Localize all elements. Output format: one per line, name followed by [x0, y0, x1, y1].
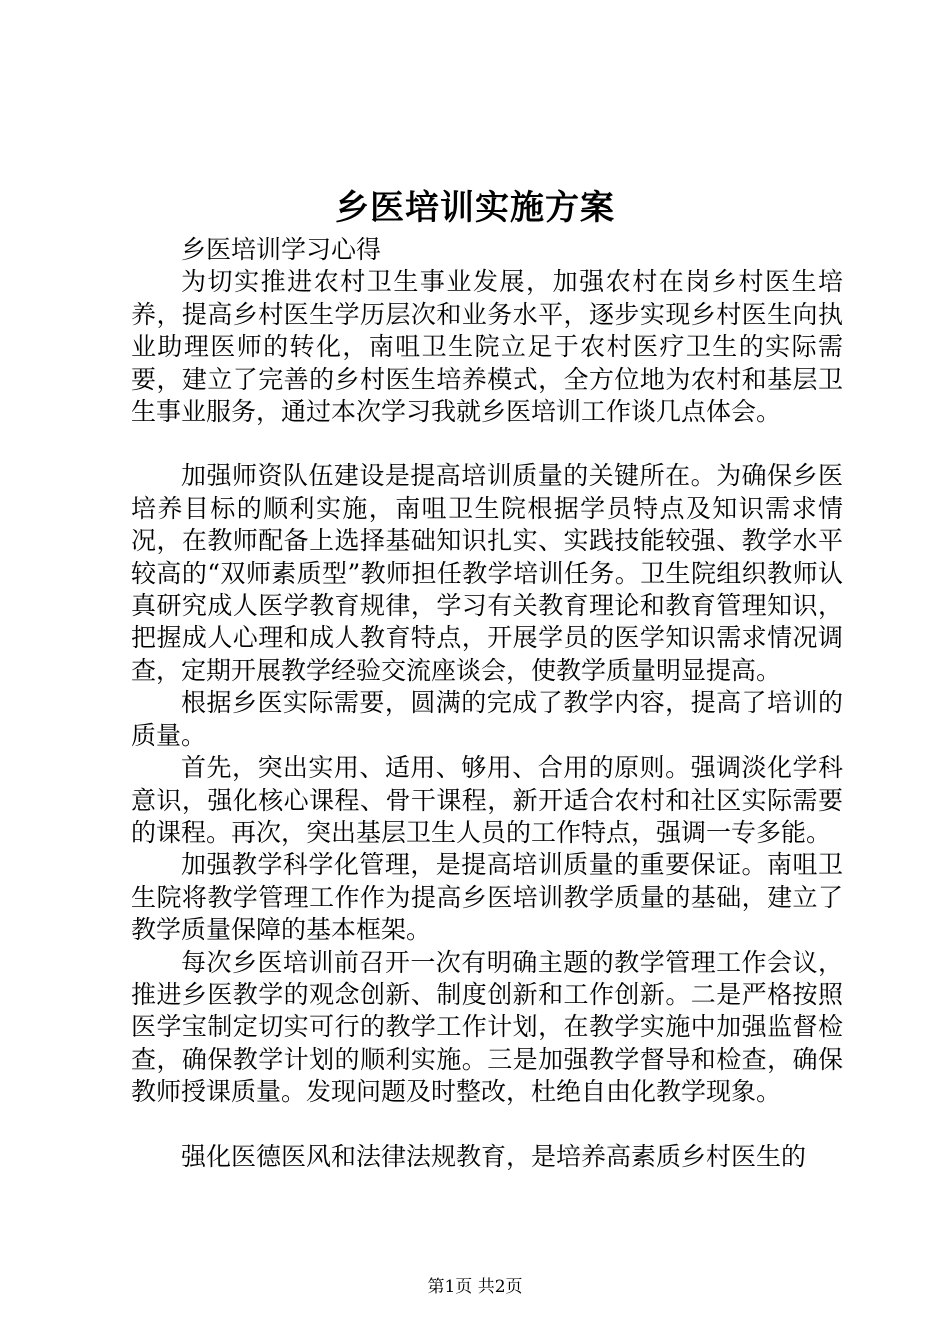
paragraph-management: 加强教学科学化管理，是提高培训质量的重要保证。南咀卫生院将教学管理工作作为提高乡医培训教学质量的基础，建立了教学质量保障的基本框架。	[131, 850, 843, 945]
paragraph-ethics: 强化医德医风和法律法规教育，是培养高素质乡村医生的	[181, 1141, 807, 1171]
paragraph-meetings: 每次乡医培训前召开一次有明确主题的教学管理工作会议，推进乡医教学的观念创新、制度创新和工作创新。二是严格按照医学宝制定切实可行的教学工作计划，在教学实施中加强监督检查，确保教学计划的顺利实施。三是加强教学督导和检查，确保教师授课质量。发现问题及时整改，杜绝自由化教学现象。	[131, 947, 843, 1107]
page-footer: 第1页 共2页	[427, 1277, 523, 1297]
document-body	[131, 234, 843, 1173]
paragraph-principles: 首先，突出实用、适用、够用、合用的原则。强调淡化学科意识，强化核心课程、骨干课程，新开适合农村和社区实际需要的课程。再次，突出基层卫生人员的工作特点，强调一专多能。	[131, 753, 843, 847]
paragraph-faculty: 加强师资队伍建设是提高培训质量的关键所在。为确保乡医培养目标的顺利实施，南咀卫生院根据学员特点及知识需求情况，在教师配备上选择基础知识扎实、实践技能较强、教学水平较高的“双师素质型”教师担任教学培训任务。卫生院组织教师认真研究成人医学教育规律，学习有关教育理论和教育管理知识，把握成人心理和成人教育特点，开展学员的医学知识需求情况调查，定期开展教学经验交流座谈会，使教学质量明显提高。	[131, 461, 843, 685]
paragraph-content: 根据乡医实际需要，圆满的完成了教学内容，提高了培训的质量。	[131, 688, 843, 750]
page-title: 乡医培训实施方案	[335, 188, 615, 228]
paragraph-intro: 为切实推进农村卫生事业发展，加强农村在岗乡村医生培养，提高乡村医生学历层次和业务水平，逐步实现乡村医生向执业助理医师的转化，南咀卫生院立足于农村医疗卫生的实际需要，建立了完善的乡村医生培养模式，全方位地为农村和基层卫生事业服务，通过本次学习我就乡医培训工作谈几点体会。	[131, 267, 843, 427]
paragraph-subtitle: 乡医培训学习心得	[181, 235, 382, 264]
